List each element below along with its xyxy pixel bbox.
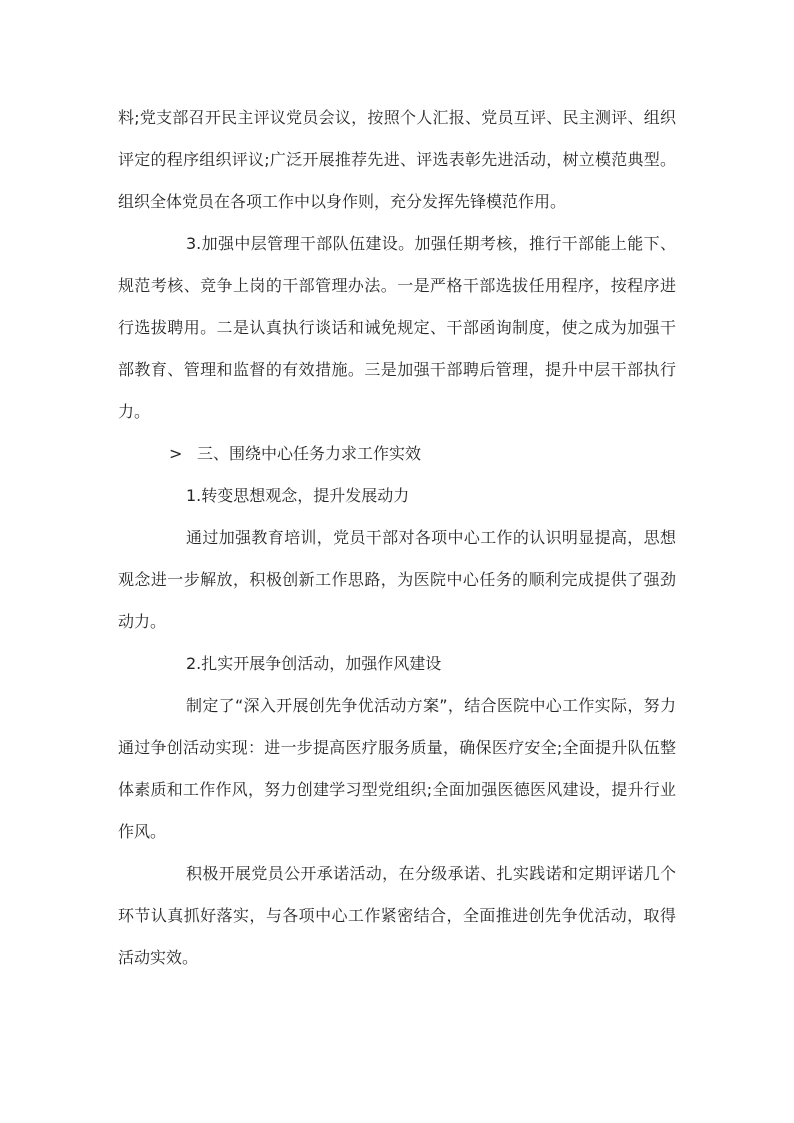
document-body xyxy=(118,97,676,979)
paragraph-education-training: 通过加强教育培训，党员干部对各项中心工作的认识明显提高，思想观念进一步解放，积极创新工作思路，为医院中心任务的顺利完成提供了强劲动力。 xyxy=(118,528,676,631)
paragraph-public-commitment: 积极开展党员公开承诺活动，在分级承诺、扎实践诺和定期评诺几个环节认真抓好落实，与各项中心工作紧密结合，全面推进创先争优活动，取得活动实效。 xyxy=(118,864,676,967)
bullet-marker: > xyxy=(169,444,183,463)
subheading-excellence-activity: 2.扎实开展争创活动，加强作风建设 xyxy=(186,654,442,673)
subheading-change-thinking: 1.转变思想观念，提升发展动力 xyxy=(186,486,410,505)
paragraph-cadre-team-building: 3.加强中层管理干部队伍建设。加强任期考核，推行干部能上能下、规范考核、竞争上岗的干部管理办法。一是严格干部选拔任用程序，按程序进行选拔聘用。二是认真执行谈话和诫免规定、干部函询制度，使之成为加强干部教育、管理和监督的有效措施。三是加强干部聘后管理，提升中层干部执行力。 xyxy=(118,234,676,421)
paragraph-party-evaluation: 料;党支部召开民主评议党员会议，按照个人汇报、党员互评、民主测评、组织评定的程序组织评议;广泛开展推荐先进、评选表彰先进活动，树立模范典型。组织全体党员在各项工作中以身作则，充分发挥先锋模范作用。 xyxy=(118,108,676,211)
paragraph-activity-plan: 制定了“深入开展创先争优活动方案”，结合医院中心工作实际，努力通过争创活动实现：进一步提高医疗服务质量，确保医疗安全;全面提升队伍整体素质和工作作风，努力创建学习型党组织;全面加强医德医风建设，提升行业作风。 xyxy=(118,696,676,841)
section-heading-text: 三、围绕中心任务力求工作实效 xyxy=(197,444,422,463)
section-heading xyxy=(118,433,676,475)
